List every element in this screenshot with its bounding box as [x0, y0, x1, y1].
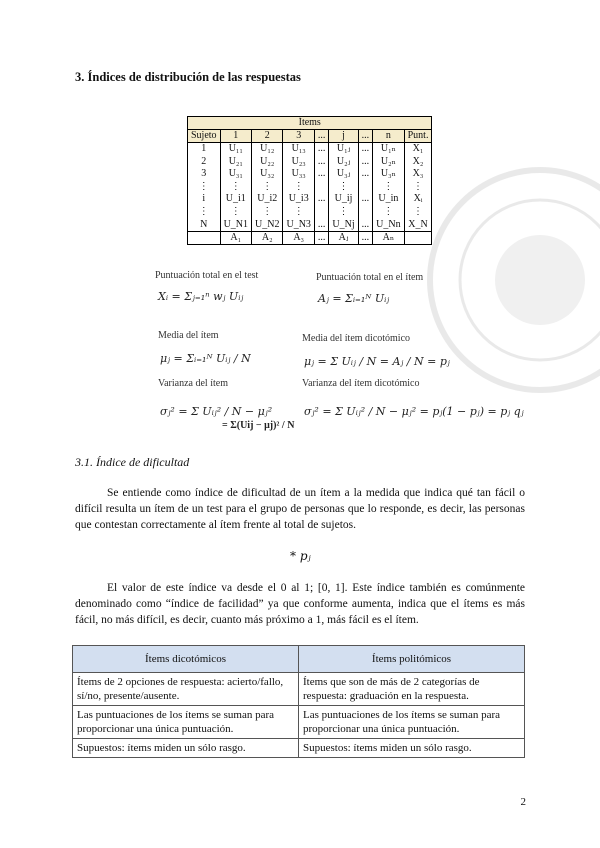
var-dich-label: Varianza del ítem dicotómico — [302, 378, 420, 389]
items-cell: U_Nn — [376, 218, 401, 230]
paragraph-1: Se entiende como índice de dificultad de un ítem a la medida que indica qué tan fácil o difícil resulta un ítem de un test para el grupo de personas que lo responde, es decir, las personas que contestan correctamente al ítem frente al total de sujetos. — [75, 487, 525, 531]
items-table — [187, 116, 432, 245]
items-cell: U₃₁ — [228, 168, 243, 180]
items-cell: Xᵢ — [413, 193, 423, 205]
comparison-table — [72, 645, 525, 758]
items-body-column — [283, 143, 314, 232]
pj-note: * pⱼ — [290, 549, 311, 563]
items-cell: i — [202, 193, 206, 205]
items-cell: U_N3 — [286, 218, 311, 230]
items-body-column — [329, 143, 358, 232]
items-body-column — [220, 143, 251, 232]
items-cell: U₃ₙ — [380, 168, 396, 180]
items-cell: ⋮ — [230, 205, 241, 217]
items-cell: X₂ — [412, 155, 424, 167]
items-footer-cell: Aₙ — [373, 232, 404, 245]
mean-item-formula: μⱼ = Σᵢ₌₁ᴺ Uᵢⱼ / N — [160, 352, 251, 365]
items-cell: ... — [361, 193, 370, 205]
table-cell: Ítems que son de más de 2 categorías de respuesta: graduación en la respuesta. — [299, 673, 525, 706]
items-body-column — [358, 143, 373, 232]
items-footer-cell — [404, 232, 432, 245]
mean-dich-label: Media del ítem dicotómico — [302, 333, 411, 344]
items-footer-cell: A₁ — [220, 232, 251, 245]
items-cell: 3 — [201, 168, 207, 180]
items-cell: ... — [361, 218, 370, 230]
table-cell: Supuestos: ítems miden un sólo rasgo. — [73, 739, 299, 758]
items-cell: U_N2 — [255, 218, 280, 230]
items-footer-cell: A₂ — [252, 232, 283, 245]
items-cell: ⋮ — [198, 205, 209, 217]
items-cell — [362, 206, 370, 219]
items-cell: ⋮ — [293, 180, 304, 192]
items-cell: ⋮ — [413, 180, 424, 192]
items-cell: ⋮ — [262, 205, 273, 217]
items-cell: ... — [361, 168, 370, 180]
items-cell: ⋮ — [230, 180, 241, 192]
total-item-formula: Aⱼ = Σᵢ₌₁ᴺ Uᵢⱼ — [318, 292, 390, 305]
items-body-column — [188, 143, 221, 232]
items-header-cell: j — [329, 130, 358, 143]
total-test-label: Puntuación total en el test — [155, 270, 259, 281]
items-cell: U₃₂ — [260, 168, 275, 180]
items-cell: ... — [317, 193, 326, 205]
items-cell: X_N — [408, 218, 428, 230]
items-cell — [318, 206, 326, 219]
items-cell: U₂ₙ — [380, 155, 396, 167]
header-polytomous: Ítems politómicos — [299, 646, 525, 673]
items-cell: U_i1 — [225, 193, 246, 205]
items-footer-cell: A₃ — [283, 232, 314, 245]
items-footer-cell: Aⱼ — [329, 232, 358, 245]
items-header-cell: 1 — [220, 130, 251, 143]
items-cell: X₃ — [412, 168, 424, 180]
total-test-formula: Xᵢ = Σⱼ₌₁ⁿ wⱼ Uᵢⱼ — [158, 290, 244, 303]
var-dich-formula: σⱼ² = Σ Uᵢⱼ² / N − μⱼ² = pⱼ(1 − pⱼ) = pⱼ qⱼ — [304, 405, 524, 418]
items-cell: U₁ₙ — [380, 143, 396, 154]
items-body-column — [404, 143, 432, 232]
items-cell: ... — [361, 155, 370, 167]
items-cell: U_i2 — [257, 193, 278, 205]
items-cell: U_in — [378, 193, 399, 205]
items-cell: U₁₂ — [260, 143, 275, 154]
mean-item-label: Media del ítem — [158, 330, 219, 341]
items-cell: ... — [361, 143, 370, 154]
items-cell: U₂ⱼ — [336, 155, 351, 167]
items-cell: U_N1 — [223, 218, 249, 230]
items-footer-cell — [188, 232, 221, 245]
items-cell: U₃ⱼ — [336, 168, 351, 180]
var-item-label: Varianza del ítem — [158, 378, 228, 389]
items-cell: U₃₃ — [291, 168, 306, 180]
header-dichotomous: Ítems dicotómicos — [73, 646, 299, 673]
items-cell: U₂₁ — [228, 155, 243, 167]
items-cell: ⋮ — [383, 205, 394, 217]
items-header-cell: Punt. — [404, 130, 432, 143]
items-body-column — [373, 143, 404, 232]
items-cell: ⋮ — [198, 180, 209, 192]
mean-dich-formula: μⱼ = Σ Uᵢⱼ / N = Aⱼ / N = pⱼ — [304, 355, 450, 368]
items-cell: U₁₁ — [228, 143, 243, 154]
table-cell: Las puntuaciones de los ítems se suman para proporcionar una única puntuación. — [73, 706, 299, 739]
items-header-cell: n — [373, 130, 404, 143]
items-cell: U_Nj — [332, 218, 355, 230]
items-cell — [362, 181, 370, 194]
var-item-formula: σⱼ² = Σ Uᵢⱼ² / N − μⱼ² — [160, 405, 273, 418]
table-cell: Ítems de 2 opciones de respuesta: acierto/fallo, sí/no, presente/ausente. — [73, 673, 299, 706]
items-cell: 2 — [201, 155, 207, 167]
paragraph-2: El valor de este índice va desde el 0 al 1; [0, 1]. Este índice también es comúnmente denominado como “índice de facilidad” ya que conforme aumenta, indica que el ítems es más fácil, no más difícil, es decir, cuanto más próximo a 1, más fácil es el ítem. — [75, 582, 525, 626]
items-cell: ⋮ — [293, 205, 304, 217]
items-header-cell: Sujeto — [188, 130, 221, 143]
items-cell: N — [200, 218, 208, 230]
items-body-column — [252, 143, 283, 232]
table-cell: Las puntuaciones de los ítems se suman para proporcionar una única puntuación. — [299, 706, 525, 739]
items-cell: ⋮ — [338, 180, 349, 192]
total-item-label: Puntuación total en el ítem — [316, 272, 424, 283]
section-heading: 3. Índices de distribución de las respuestas — [75, 70, 301, 84]
items-header-cell: ... — [358, 130, 373, 143]
items-cell: ... — [317, 218, 326, 230]
items-cell: U₂₃ — [291, 155, 306, 167]
items-cell — [318, 181, 326, 194]
items-cell: ⋮ — [262, 180, 273, 192]
var-item-handwritten: = Σ(Uij − μj)² / N — [222, 420, 295, 431]
items-body-column — [314, 143, 329, 232]
items-header-cell: ... — [314, 130, 329, 143]
items-header-cell: 2 — [252, 130, 283, 143]
university-seal-watermark — [420, 130, 600, 430]
page-number: 2 — [520, 796, 526, 808]
items-cell: ⋮ — [413, 205, 424, 217]
subsection-heading: 3.1. Índice de dificultad — [75, 455, 190, 469]
items-table-title: Ítems — [188, 117, 432, 130]
items-footer-cell: ... — [314, 232, 329, 245]
items-footer-cell: ... — [358, 232, 373, 245]
items-cell: U₁₃ — [291, 143, 306, 154]
items-header-cell: 3 — [283, 130, 314, 143]
items-cell: ... — [317, 143, 326, 154]
items-cell: U₁ⱼ — [336, 143, 351, 154]
items-cell: U₂₂ — [260, 155, 275, 167]
items-cell: ⋮ — [338, 205, 349, 217]
items-cell: U_ij — [334, 193, 353, 205]
items-cell: ... — [317, 155, 326, 167]
items-cell: ⋮ — [383, 180, 394, 192]
items-cell: 1 — [201, 143, 207, 154]
table-cell: Supuestos: ítems miden un sólo rasgo. — [299, 739, 525, 758]
items-cell: ... — [317, 168, 326, 180]
items-cell: X₁ — [412, 143, 424, 154]
items-cell: U_i3 — [288, 193, 309, 205]
